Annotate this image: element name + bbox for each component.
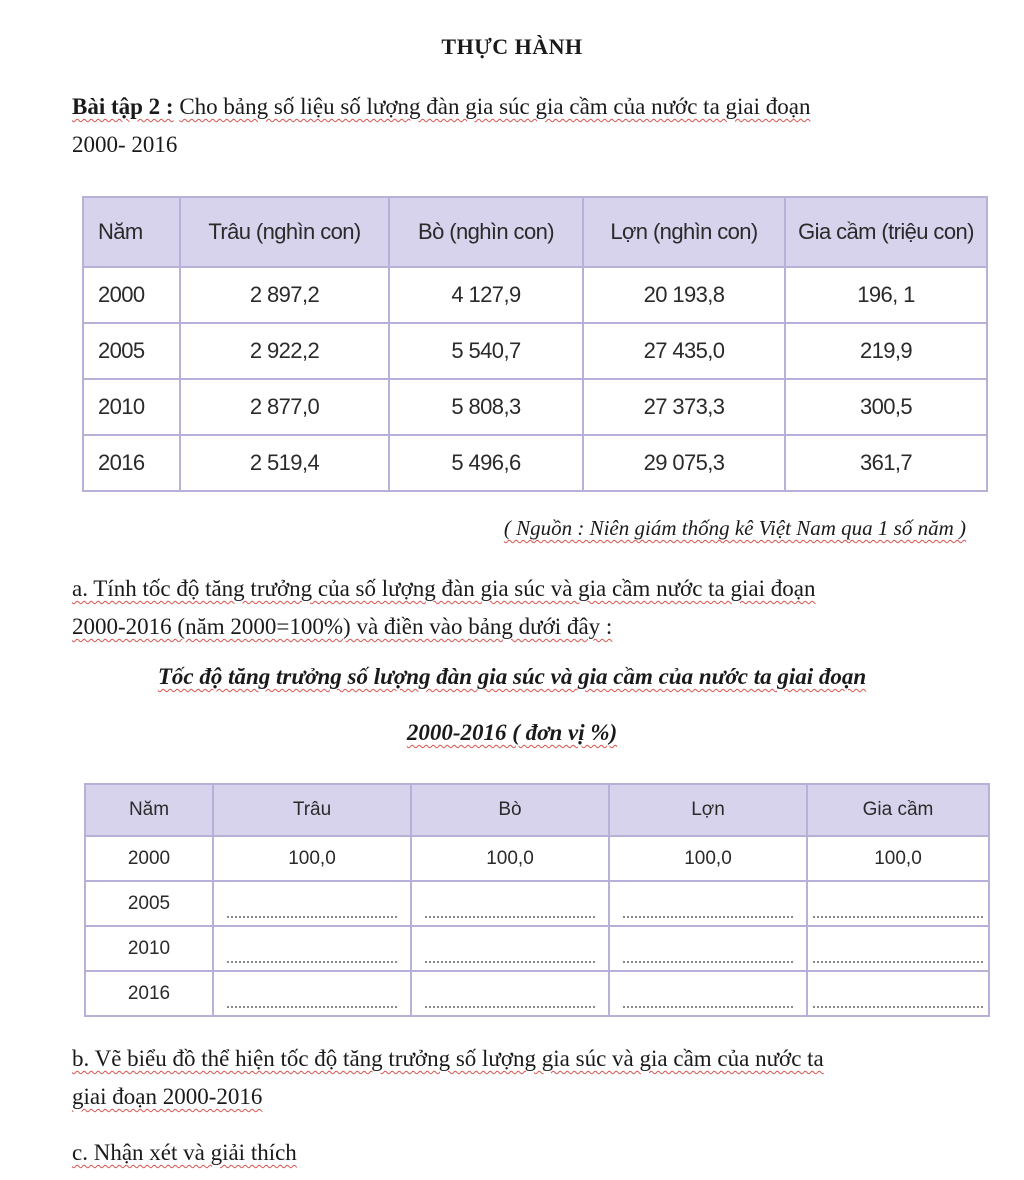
table-row: [85, 836, 989, 881]
task-b: [72, 1040, 972, 1116]
year-cell: 2010: [85, 926, 213, 971]
year-cell: 2016: [83, 435, 180, 491]
table2-header-row: [85, 784, 989, 836]
table2-header: Bò: [411, 784, 609, 836]
task-b-line1: b. Vẽ biểu đồ thể hiện tốc độ tăng trưởng số lượng gia súc và gia cầm của nước ta: [72, 1046, 824, 1071]
table-row: [83, 323, 987, 379]
blank-answer-cell: [609, 971, 807, 1016]
exercise-period: 2000- 2016: [72, 132, 178, 157]
table1-header: Gia cầm (triệu con): [785, 197, 987, 267]
table1-header: Lợn (nghìn con): [583, 197, 785, 267]
table2-cell: 2000: [85, 836, 213, 881]
value-cell: 27 373,3: [583, 379, 785, 435]
table2-cell: 100,0: [213, 836, 411, 881]
table1-header: Năm: [83, 197, 180, 267]
page-title: THỰC HÀNH: [441, 34, 583, 59]
blank-answer-cell: [411, 881, 609, 926]
value-cell: 4 127,9: [389, 267, 583, 323]
value-cell: 2 922,2: [180, 323, 389, 379]
table2-cell: 100,0: [411, 836, 609, 881]
value-cell: 2 519,4: [180, 435, 389, 491]
blank-answer-cell: [609, 926, 807, 971]
source-note: ( Nguồn : Niên giám thống kê Việt Nam qua 1 số năm ): [503, 516, 966, 540]
value-cell: 300,5: [785, 379, 987, 435]
task-b-line2: giai đoạn 2000-2016: [72, 1084, 263, 1109]
table2-cell: 100,0: [609, 836, 807, 881]
task-a-line2: 2000-2016 (năm 2000=100%) và điền vào bảng dưới đây :: [72, 614, 613, 639]
task-a-line1: a. Tính tốc độ tăng trưởng của số lượng đàn gia súc và gia cầm nước ta giai đoạn: [72, 576, 816, 601]
blank-answer-cell: [807, 881, 989, 926]
blank-answer-cell: [411, 926, 609, 971]
value-cell: 29 075,3: [583, 435, 785, 491]
table2-cell: 100,0: [807, 836, 989, 881]
table1-header: Bò (nghìn con): [389, 197, 583, 267]
table2-caption-line2: 2000-2016 ( đơn vị %): [406, 720, 618, 745]
blank-answer-cell: [213, 971, 411, 1016]
blank-answer-cell: [411, 971, 609, 1016]
value-cell: 20 193,8: [583, 267, 785, 323]
exercise-intro: [72, 88, 972, 164]
table-row: [85, 926, 989, 971]
year-cell: 2005: [85, 881, 213, 926]
table-row: [83, 435, 987, 491]
year-cell: 2010: [83, 379, 180, 435]
exercise-text: Cho bảng số liệu số lượng đàn gia súc gia cầm của nước ta giai đoạn: [179, 94, 811, 119]
value-cell: 27 435,0: [583, 323, 785, 379]
growth-rate-table: [84, 783, 990, 1017]
livestock-data-table: [82, 196, 988, 492]
blank-answer-cell: [807, 971, 989, 1016]
year-cell: 2016: [85, 971, 213, 1016]
dotted-blank-line: [623, 916, 793, 918]
table-row: [85, 881, 989, 926]
dotted-blank-line: [813, 1006, 983, 1008]
table-row: [83, 379, 987, 435]
value-cell: 219,9: [785, 323, 987, 379]
blank-answer-cell: [213, 881, 411, 926]
dotted-blank-line: [813, 961, 983, 963]
blank-answer-cell: [807, 926, 989, 971]
task-c: c. Nhận xét và giải thích: [72, 1140, 297, 1165]
dotted-blank-line: [425, 916, 595, 918]
table-row: [85, 971, 989, 1016]
table1-header: Trâu (nghìn con): [180, 197, 389, 267]
blank-answer-cell: [213, 926, 411, 971]
dotted-blank-line: [623, 961, 793, 963]
dotted-blank-line: [425, 1006, 595, 1008]
dotted-blank-line: [813, 916, 983, 918]
table2-caption-line1: Tốc độ tăng trưởng số lượng đàn gia súc và gia cầm của nước ta giai đoạn: [157, 664, 867, 689]
value-cell: 196, 1: [785, 267, 987, 323]
task-a: [72, 570, 972, 646]
table-row: [83, 267, 987, 323]
value-cell: 5 808,3: [389, 379, 583, 435]
dotted-blank-line: [623, 1006, 793, 1008]
table2-header: Năm: [85, 784, 213, 836]
table1-header-row: [83, 197, 987, 267]
table2-header: Lợn: [609, 784, 807, 836]
exercise-label: Bài tập 2 :: [72, 94, 174, 119]
dotted-blank-line: [227, 1006, 397, 1008]
value-cell: 5 496,6: [389, 435, 583, 491]
year-cell: 2005: [83, 323, 180, 379]
table2-header: Gia cầm: [807, 784, 989, 836]
year-cell: 2000: [83, 267, 180, 323]
table2-header: Trâu: [213, 784, 411, 836]
value-cell: 5 540,7: [389, 323, 583, 379]
dotted-blank-line: [425, 961, 595, 963]
blank-answer-cell: [609, 881, 807, 926]
value-cell: 2 897,2: [180, 267, 389, 323]
dotted-blank-line: [227, 916, 397, 918]
value-cell: 2 877,0: [180, 379, 389, 435]
dotted-blank-line: [227, 961, 397, 963]
value-cell: 361,7: [785, 435, 987, 491]
